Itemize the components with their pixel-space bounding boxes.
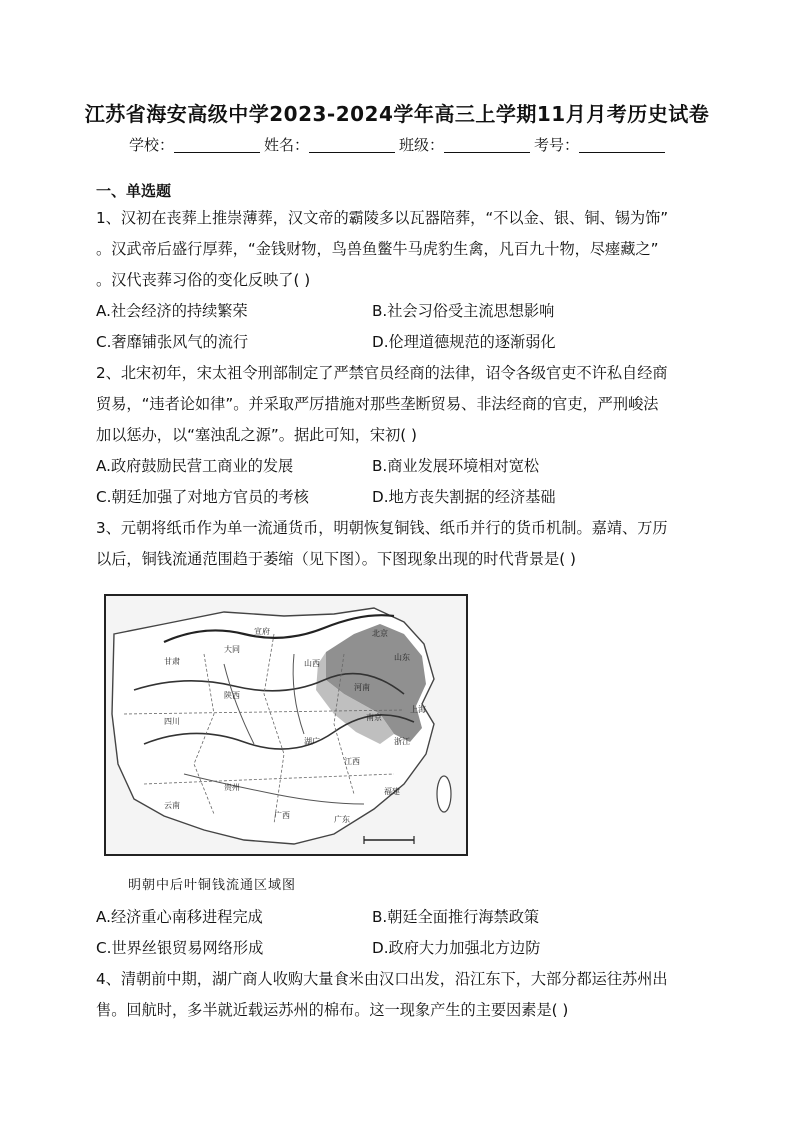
map-place-label: 福建 bbox=[384, 787, 400, 796]
q3-option-a[interactable]: A.经济重心南移进程完成 bbox=[96, 908, 263, 926]
map-place-label: 南京 bbox=[366, 713, 382, 722]
q2-line: 2、北宋初年，宋太祖令刑部制定了严禁官员经商的法律，诏令各级官吏不许私自经商 bbox=[96, 364, 668, 382]
q1-option-d[interactable]: D.伦理道德规范的逐渐弱化 bbox=[372, 333, 556, 351]
map-place-label: 河南 bbox=[354, 683, 370, 692]
q3-line: 以后，铜钱流通范围趋于萎缩（见下图）。下图现象出现的时代背景是( ) bbox=[96, 550, 576, 568]
q1-line: 1、汉初在丧葬上推崇薄葬，汉文帝的霸陵多以瓦器陪葬，“不以金、银、铜、锡为饰” bbox=[96, 209, 669, 227]
name-label: 姓名： bbox=[263, 136, 309, 154]
school-blank[interactable] bbox=[174, 138, 260, 153]
school-label: 学校： bbox=[128, 136, 174, 154]
q3-option-d[interactable]: D.政府大力加强北方边防 bbox=[372, 939, 541, 957]
name-blank[interactable] bbox=[309, 138, 395, 153]
student-info-row bbox=[0, 134, 794, 155]
map-place-label: 大同 bbox=[224, 645, 240, 654]
copper-coin-circulation-map bbox=[104, 594, 468, 856]
q1-option-b[interactable]: B.社会习俗受主流思想影响 bbox=[372, 302, 555, 320]
map-place-label: 上海 bbox=[410, 705, 426, 714]
q4-line: 售。回航时，多半就近载运苏州的棉布。这一现象产生的主要因素是( ) bbox=[96, 1001, 569, 1019]
class-label: 班级： bbox=[399, 136, 445, 154]
map-caption: 明朝中后叶铜钱流通区域图 bbox=[128, 878, 297, 893]
exam-no-field[interactable] bbox=[534, 134, 665, 155]
q3-line: 3、元朝将纸币作为单一流通货币，明朝恢复铜钱、纸币并行的货币机制。嘉靖、万历 bbox=[96, 519, 668, 537]
section-heading: 一、单选题 bbox=[96, 182, 172, 200]
exam-no-label: 考号： bbox=[534, 136, 580, 154]
map-place-label: 四川 bbox=[164, 717, 180, 726]
q1-option-a[interactable]: A.社会经济的持续繁荣 bbox=[96, 302, 248, 320]
q2-line: 加以惩办，以“塞浊乱之源”。据此可知，宋初( ) bbox=[96, 426, 417, 444]
map-place-label: 甘肃 bbox=[164, 657, 180, 666]
map-place-label: 贵州 bbox=[224, 783, 240, 792]
map-place-label: 广东 bbox=[334, 815, 350, 824]
map-place-label: 北京 bbox=[372, 629, 388, 638]
q2-line: 贸易，“违者论如律”。并采取严厉措施对那些垄断贸易、非法经商的官吏，严刑峻法 bbox=[96, 395, 659, 413]
map-place-label: 山东 bbox=[394, 653, 410, 662]
name-field[interactable] bbox=[264, 134, 395, 155]
q1-line: 。汉武帝后盛行厚葬，“金钱财物，鸟兽鱼鳖牛马虎豹生禽，凡百九十物，尽瘗藏之” bbox=[96, 240, 659, 258]
q2-option-b[interactable]: B.商业发展环境相对宽松 bbox=[372, 457, 540, 475]
q2-option-d[interactable]: D.地方丧失割据的经济基础 bbox=[372, 488, 556, 506]
q1-line: 。汉代丧葬习俗的变化反映了( ) bbox=[96, 271, 311, 289]
map-place-label: 陕西 bbox=[224, 691, 240, 700]
q2-option-c[interactable]: C.朝廷加强了对地方官员的考核 bbox=[96, 488, 309, 506]
map-place-label: 湖广 bbox=[304, 737, 320, 746]
exam-no-blank[interactable] bbox=[579, 138, 665, 153]
class-field[interactable] bbox=[399, 134, 530, 155]
q3-option-c[interactable]: C.世界丝银贸易网络形成 bbox=[96, 939, 264, 957]
q1-option-c[interactable]: C.奢靡铺张风气的流行 bbox=[96, 333, 249, 351]
map-place-label: 山西 bbox=[304, 659, 320, 668]
map-place-label: 广西 bbox=[274, 811, 290, 820]
school-field[interactable] bbox=[129, 134, 260, 155]
class-blank[interactable] bbox=[444, 138, 530, 153]
map-place-label: 宣府 bbox=[254, 627, 270, 636]
q4-line: 4、清朝前中期，湖广商人收购大量食米由汉口出发，沿江东下，大部分都运往苏州出 bbox=[96, 970, 668, 988]
map-place-label: 浙江 bbox=[394, 737, 410, 746]
q2-option-a[interactable]: A.政府鼓励民营工商业的发展 bbox=[96, 457, 294, 475]
exam-title: 江苏省海安高级中学2023-2024学年高三上学期11月月考历史试卷 bbox=[84, 102, 710, 126]
q3-option-b[interactable]: B.朝廷全面推行海禁政策 bbox=[372, 908, 540, 926]
map-place-label: 云南 bbox=[164, 801, 180, 810]
map-place-label: 江西 bbox=[344, 757, 360, 766]
